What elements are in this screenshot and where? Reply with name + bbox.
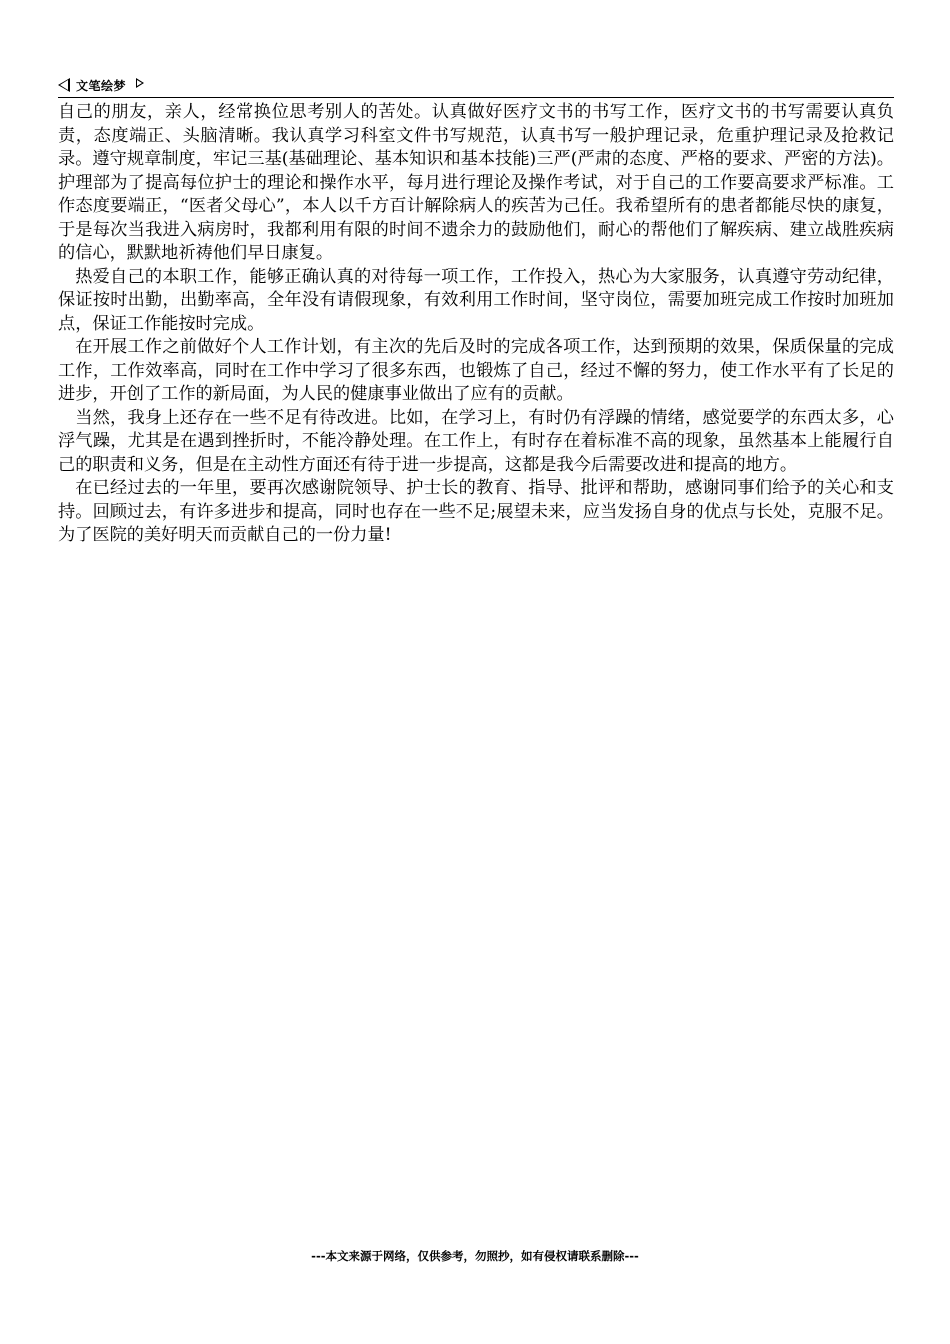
paragraph-5: 在已经过去的一年里，要再次感谢院领导、护士长的教育、指导、批评和帮助，感谢同事们给予的关心和支持。回顾过去，有许多进步和提高，同时也存在一些不足;展望未来，应当发扬自身的优点与长处，克服不足。为了医院的美好明天而贡献自己的一份力量! — [58, 478, 894, 545]
document-body — [58, 101, 894, 548]
paragraph-2: 热爱自己的本职工作，能够正确认真的对待每一项工作，工作投入，热心为大家服务，认真遵守劳动纪律，保证按时出勤，出勤率高，全年没有请假现象，有效利用工作时间，坚守岗位，需要加班完成工作按时加班加点，保证工作能按时完成。 — [58, 266, 894, 334]
triangle-left-icon[interactable] — [58, 78, 70, 92]
paragraph-1: 自己的朋友，亲人，经常换位思考别人的苦处。认真做好医疗文书的书写工作，医疗文书的书写需要认真负责，态度端正、头脑清晰。我认真学习科室文件书写规范，认真书写一般护理记录，危重护理记录及抢救记录。遵守规章制度，牢记三基(基础理论、基本知识和基本技能)三严(严肃的态度、严格的要求、严密的方法)。护理部为了提高每位护士的理论和操作水平，每月进行理论及操作考试，对于自己的工作要高要求严标准。工作态度要端正，“医者父母心”，本人以千方百计解除病人的疾苦为己任。我希望所有的患者都能尽快的康复，于是每次当我进入病房时，我都利用有限的时间不遗余力的鼓励他们，耐心的帮他们了解疾病、建立战胜疾病的信心，默默地祈祷他们早日康复。 — [58, 102, 894, 263]
paragraph-3: 在开展工作之前做好个人工作计划，有主次的先后及时的完成各项工作，达到预期的效果，保质保量的完成工作，工作效率高，同时在工作中学习了很多东西，也锻炼了自己，经过不懈的努力，使工作水平有了长足的进步，开创了工作的新局面，为人民的健康事业做出了应有的贡献。 — [58, 337, 894, 404]
footer-notice: ---本文来源于网络，仅供参考，勿照抄，如有侵权请联系删除--- — [311, 1249, 639, 1263]
paragraph-4: 当然，我身上还存在一些不足有待改进。比如，在学习上，有时仍有浮躁的情绪，感觉要学的东西太多，心浮气躁，尤其是在遇到挫折时，不能冷静处理。在工作上，有时存在着标准不高的现象，虽然基本上能履行自己的职责和义务，但是在主动性方面还有待于进一步提高，这都是我今后需要改进和提高的地方。 — [58, 407, 894, 475]
page-header — [58, 73, 894, 98]
brand-name: 文笔绘梦 — [76, 78, 127, 93]
triangle-right-icon[interactable] — [136, 78, 144, 88]
